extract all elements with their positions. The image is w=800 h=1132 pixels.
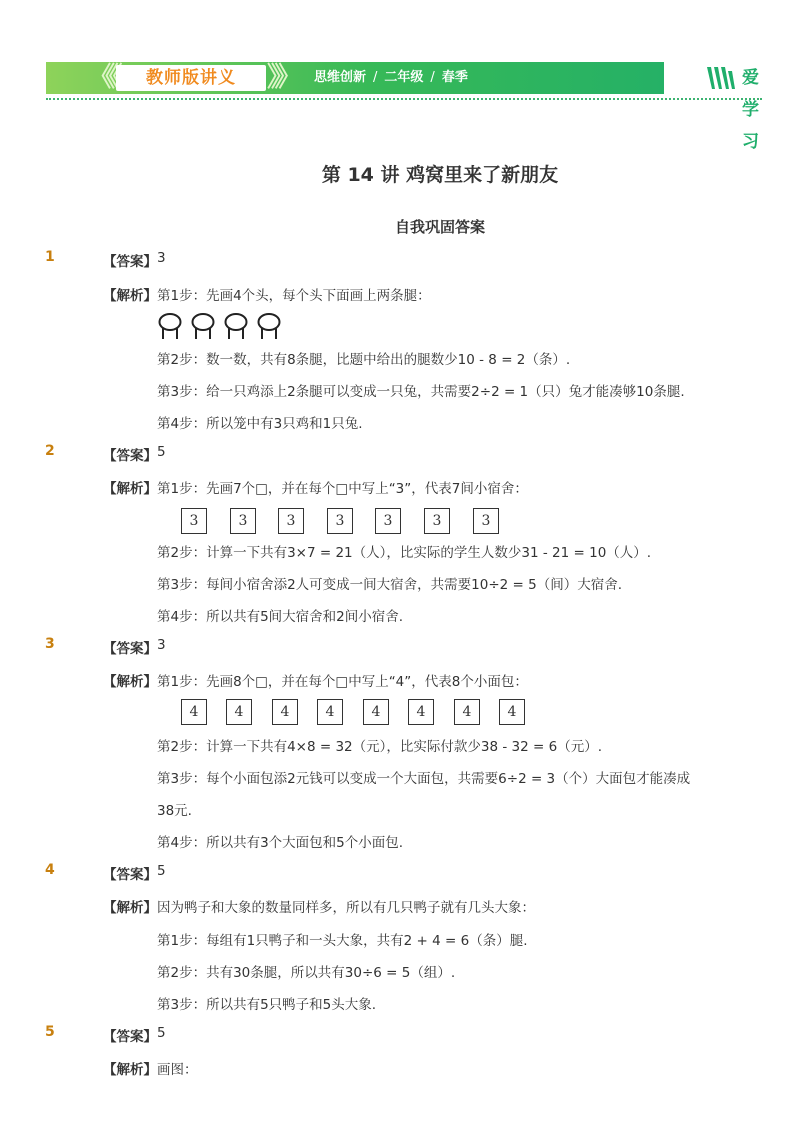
analysis-tag: 【解析】 — [103, 674, 157, 690]
header-title-box — [116, 65, 266, 91]
number-box: 3 — [424, 508, 450, 534]
head-with-two-legs-icon — [226, 314, 247, 339]
brand-logo-icon — [704, 65, 740, 91]
solution-step: 第1步：先画7个□，并在每个□中写上“3”，代表7间小宿舍： — [157, 481, 528, 497]
breadcrumb-term: 春季 — [441, 70, 468, 85]
question-number: 3 — [45, 636, 55, 652]
double-chevron-right-icon: 》》 — [267, 62, 296, 93]
analysis-tag: 【解析】 — [103, 900, 157, 916]
solution-step: 第4步：所以共有5间大宿舍和2间小宿舍. — [157, 609, 404, 625]
number-box: 3 — [473, 508, 499, 534]
question-number: 1 — [45, 249, 55, 265]
breadcrumb-subject: 思维创新 — [314, 70, 367, 85]
solution-step: 第1步：每组有1只鸭子和一头大象，共有2 + 4 = 6（条）腿. — [157, 933, 528, 949]
head-with-two-legs-icon — [193, 314, 214, 339]
answer-tag: 【答案】 — [103, 867, 157, 883]
lesson-title: 第 14 讲 鸡窝里来了新朋友 — [321, 164, 559, 186]
double-chevron-left-icon: 《《 — [88, 62, 117, 93]
brand-name: 爱学习 — [742, 68, 759, 152]
header-title: 教师版讲义 — [146, 68, 236, 88]
header-dotted-divider — [46, 98, 762, 100]
number-box: 4 — [272, 699, 298, 725]
solution-step: 画图： — [157, 1062, 198, 1078]
breadcrumb — [314, 62, 468, 94]
section-title: 自我巩固答案 — [394, 218, 485, 236]
number-box: 4 — [499, 699, 525, 725]
solution-step: 38元. — [157, 803, 192, 819]
answer-value: 5 — [157, 1025, 166, 1041]
solution-step: 第2步：共有30条腿，所以共有30÷6 = 5（组）. — [157, 965, 456, 981]
number-box: 3 — [327, 508, 353, 534]
solution-step: 第3步：每间小宿舍添2人可变成一间大宿舍，共需要10÷2 = 5（间）大宿舍. — [157, 577, 623, 593]
breadcrumb-grade: 二年级 — [384, 70, 424, 85]
number-box: 3 — [230, 508, 256, 534]
answer-value: 5 — [157, 444, 166, 460]
head-with-two-legs-icon — [259, 314, 280, 339]
number-box: 4 — [408, 699, 434, 725]
solution-step: 第1步：先画4个头，每个头下面画上两条腿： — [157, 288, 431, 304]
solution-step: 第3步：每个小面包添2元钱可以变成一个大面包，共需要6÷2 = 3（个）大面包才能凑成 — [157, 771, 691, 787]
answer-tag: 【答案】 — [103, 1029, 157, 1045]
solution-step: 第4步：所以共有3个大面包和5个小面包. — [157, 835, 404, 851]
number-box: 4 — [317, 699, 343, 725]
answer-tag: 【答案】 — [103, 641, 157, 657]
analysis-tag: 【解析】 — [103, 288, 157, 304]
number-box: 4 — [363, 699, 389, 725]
answer-tag: 【答案】 — [103, 254, 157, 270]
answer-value: 5 — [157, 863, 166, 879]
number-box: 4 — [454, 699, 480, 725]
solution-step: 第4步：所以笼中有3只鸡和1只兔. — [157, 416, 363, 432]
question-number: 5 — [45, 1024, 55, 1040]
question-number: 4 — [45, 862, 55, 878]
analysis-tag: 【解析】 — [103, 481, 157, 497]
solution-step: 第3步：给一只鸡添上2条腿可以变成一只兔，共需要2÷2 = 1（只）兔才能凑够10条腿. — [157, 384, 685, 400]
solution-step: 第3步：所以共有5只鸭子和5头大象. — [157, 997, 377, 1013]
answer-value: 3 — [157, 637, 166, 653]
answer-tag: 【答案】 — [103, 448, 157, 464]
heads-figure — [157, 312, 287, 342]
header-bar — [46, 62, 762, 152]
solution-step: 第2步：数一数，共有8条腿，比题中给出的腿数少10 - 8 = 2（条）. — [157, 352, 571, 368]
number-box: 4 — [226, 699, 252, 725]
solution-step: 第1步：先画8个□，并在每个□中写上“4”，代表8个小面包： — [157, 674, 528, 690]
answer-value: 3 — [157, 250, 166, 266]
breadcrumb-separator: / — [373, 70, 378, 85]
number-box: 3 — [181, 508, 207, 534]
analysis-tag: 【解析】 — [103, 1062, 157, 1078]
solution-step: 第2步：计算一下共有4×8 = 32（元），比实际付款少38 - 32 = 6（元）. — [157, 739, 602, 755]
number-box: 4 — [181, 699, 207, 725]
number-box: 3 — [375, 508, 401, 534]
question-number: 2 — [45, 443, 55, 459]
head-with-two-legs-icon — [160, 314, 181, 339]
number-box: 3 — [278, 508, 304, 534]
breadcrumb-separator: / — [430, 70, 435, 85]
solution-step: 因为鸭子和大象的数量同样多，所以有几只鸭子就有几头大象： — [157, 900, 535, 916]
solution-step: 第2步：计算一下共有3×7 = 21（人），比实际的学生人数少31 - 21 = 10（人）. — [157, 545, 652, 561]
